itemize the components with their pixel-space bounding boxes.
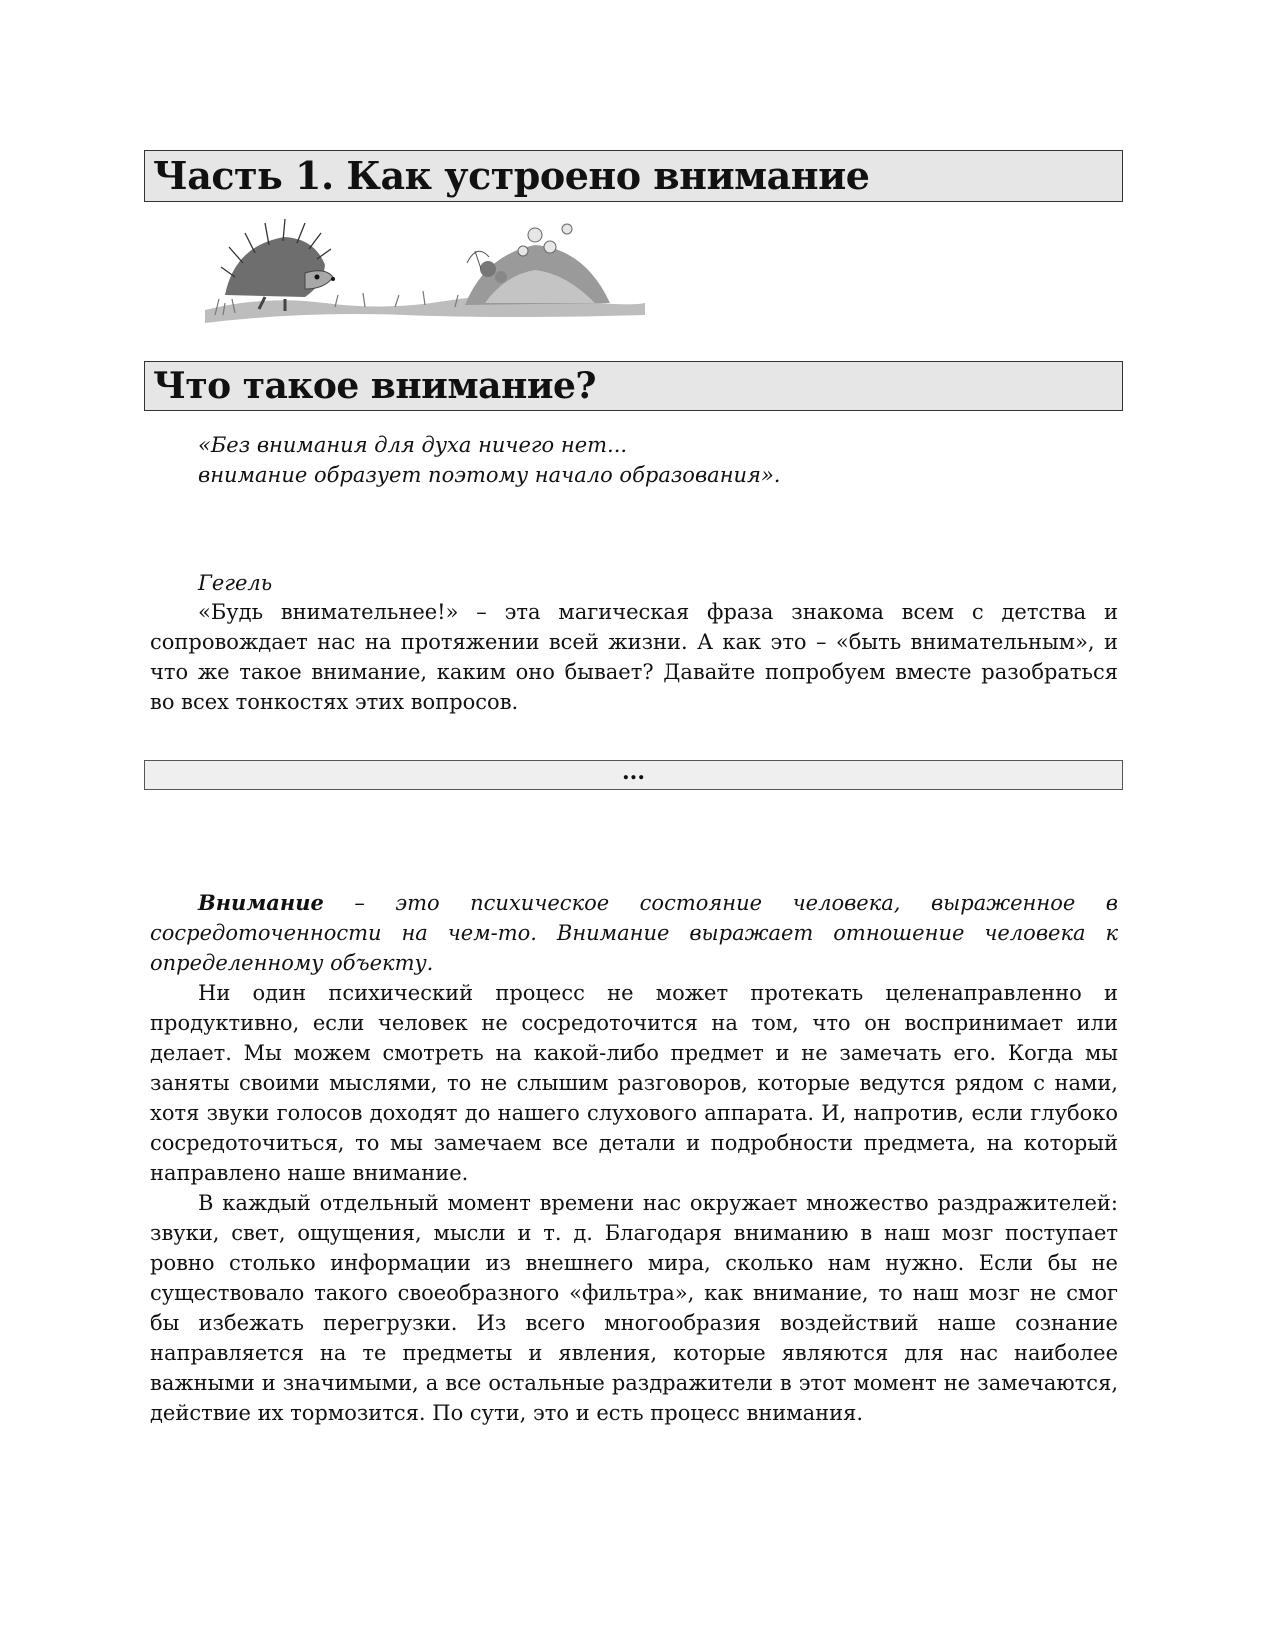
body-paragraph: В каждый отдельный момент времени нас окружает множество раздражителей: звуки, свет, ощущения, мысли и т. д. Благодаря вниманию в наш мозг поступает ровно столько информации из внешнего мира, сколько нам нужно. Если бы не существовало такого своеобразного «фильтра», как внимание, то наш мозг не смог бы избежать перегрузки. Из всего многообразия воздействий наше сознание направляется на те предметы и явления, которые являются для нас наиболее важными и значимыми, а все остальные раздражители в этот момент не замечаются, действие их тормозится. По сути, это и есть процесс внимания. [150, 1191, 1118, 1425]
body-paragraph: Ни один психический процесс не может протекать целенаправленно и продуктивно, если человек не сосредоточится на том, что он воспринимает или делает. Мы можем смотреть на какой-либо предмет и не замечать его. Когда мы заняты своими мыслями, то не слышим разговоров, которые ведутся рядом с нами, хотя звуки голосов доходят до нашего слухового аппарата. И, напротив, если глубоко сосредоточиться, то мы замечаем все детали и подробности предмета, на который направлено наше внимание. [150, 981, 1118, 1185]
section-heading: Что такое внимание? [144, 361, 1123, 411]
epigraph [198, 430, 1098, 490]
intro-paragraph: «Будь внимательнее!» – эта магическая фраза знакома всем с детства и сопровождает нас на протяжении всей жизни. А как это – «быть внимательным», и что же такое внимание, каким оно бывает? Давайте попробуем вместе разобраться во всех тонкостях этих вопросов. [150, 600, 1118, 714]
epigraph-author: Гегель [198, 571, 273, 595]
definition-text: – это психическое состояние человека, выраженное в сосредоточенности на чем-то. Внимание выражает отношение человека к определенному объекту. [150, 891, 1118, 975]
part-heading: Часть 1. Как устроено внимание [144, 150, 1123, 202]
flower-bush-icon [465, 224, 610, 305]
epigraph-line: внимание образует поэтому начало образования». [198, 463, 781, 487]
definition-term: Внимание [198, 890, 324, 915]
omission-marker: ... [144, 760, 1123, 790]
definition-paragraph [150, 888, 1118, 978]
epigraph-line: «Без внимания для духа ничего нет... [198, 433, 628, 457]
hedgehog-icon [221, 219, 335, 311]
hedgehog-illustration [205, 215, 645, 345]
